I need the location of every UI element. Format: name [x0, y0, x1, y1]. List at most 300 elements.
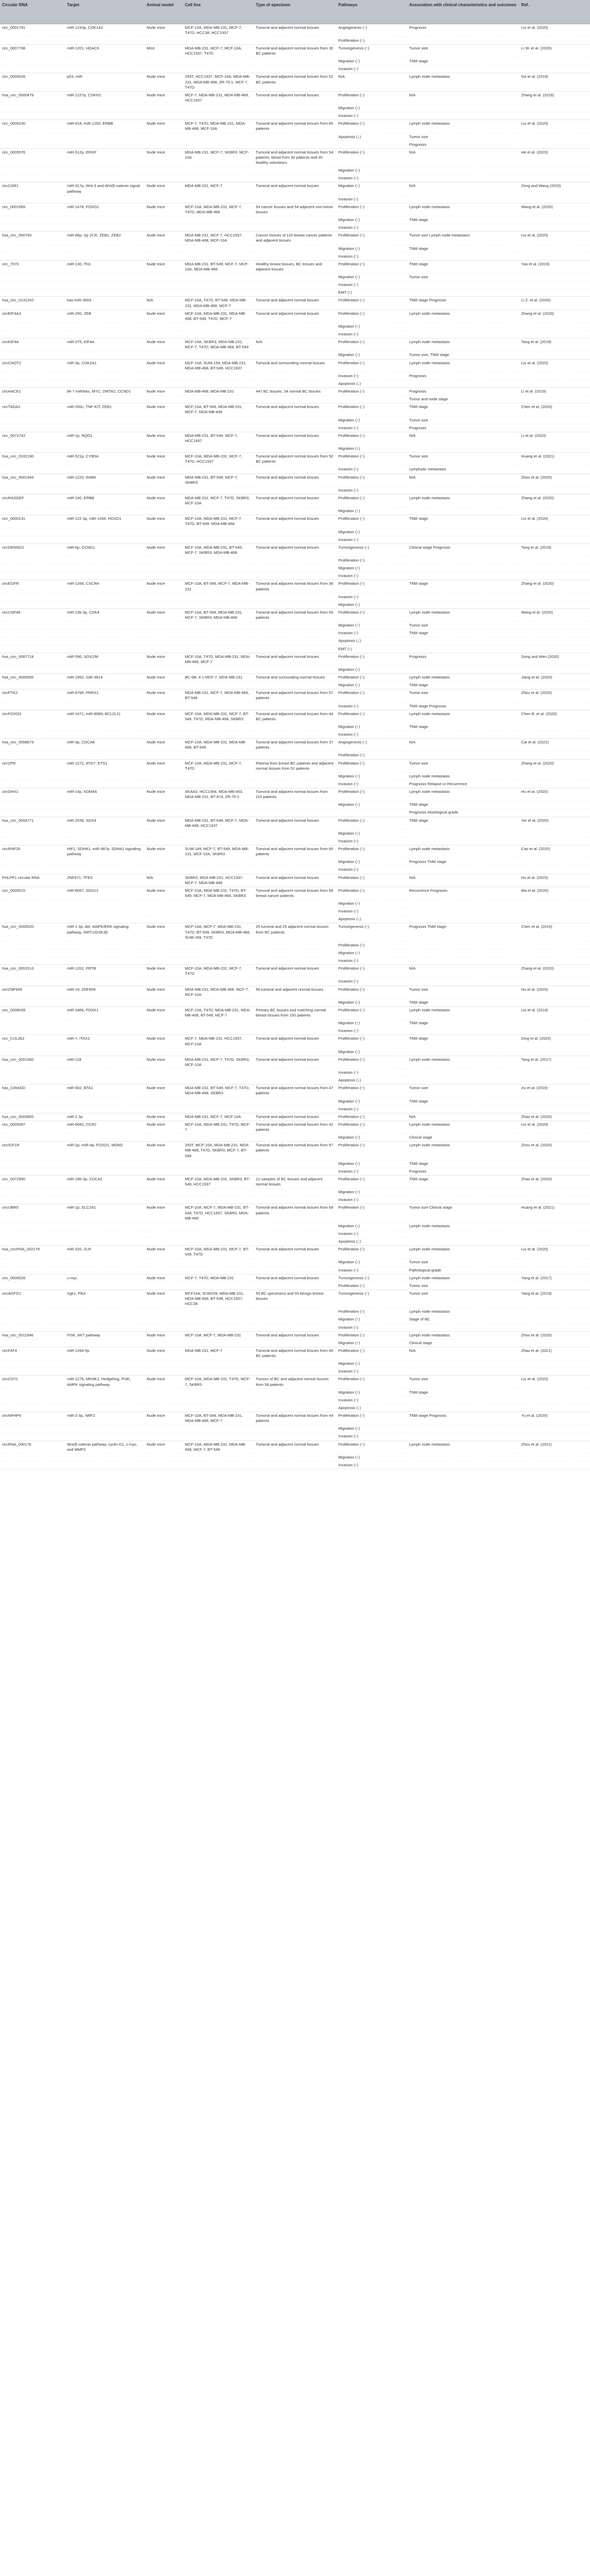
cell-specimen-empty [254, 133, 336, 141]
cell-cell-line-empty [183, 1339, 254, 1347]
cell-specimen: 56 tumoral and adjacent normal tissues [254, 986, 336, 998]
cell-animal-model: Mice [145, 44, 183, 57]
cell-ref: Zhao et al. (2021) [519, 1347, 590, 1360]
cell-association [407, 1069, 519, 1077]
table-row [0, 908, 590, 916]
cell-animal-model: Nude mice [145, 310, 183, 323]
cell-specimen-empty [254, 167, 336, 175]
cell-association: Lymph node metastasis [407, 120, 519, 133]
cell-animal-model-empty [145, 801, 183, 809]
cell-association: TNM stage [407, 515, 519, 528]
cell-circular-rna-empty [0, 723, 65, 731]
cell-ref-empty [519, 837, 590, 845]
cell-specimen-empty [254, 666, 336, 673]
cell-animal-model: Nude mice [145, 73, 183, 91]
cell-association [407, 1230, 519, 1238]
cell-animal-model-empty [145, 645, 183, 653]
cell-pathway: Proliferation (↑) [336, 310, 407, 323]
cell-circular-rna-empty [0, 528, 65, 536]
cell-association: N/A [407, 473, 519, 486]
cell-target-empty [65, 829, 145, 837]
table-row [0, 1035, 590, 1048]
cell-specimen-empty [254, 1105, 336, 1113]
cell-target: miR-1 3p, Akt, MAPK/ERK signaling pathway, SIRT1/GSK3β [65, 923, 145, 941]
cell-pathway: Apoptosis (↓) [336, 133, 407, 141]
cell-pathway: Proliferation (↑) [336, 710, 407, 723]
cell-pathway: Proliferation (↑) [336, 1347, 407, 1360]
cell-pathway: Invasion (↑) [336, 331, 407, 338]
table-row [0, 1308, 590, 1316]
cell-target-empty [65, 1230, 145, 1238]
cell-association [407, 949, 519, 957]
cell-cell-line-empty [183, 916, 254, 923]
cell-animal-model-empty [145, 908, 183, 916]
cell-pathway: Migration (↑) [336, 1360, 407, 1368]
cell-animal-model-empty [145, 507, 183, 515]
cell-ref: Yu et al. (2020) [519, 1412, 590, 1425]
cell-association [407, 1048, 519, 1056]
table-row [0, 1077, 590, 1084]
table-row [0, 1290, 590, 1308]
cell-ref: Zhang et al. (2020) [519, 965, 590, 978]
cell-cell-line-empty [183, 998, 254, 1006]
cell-cell-line-empty [183, 507, 254, 515]
table-row [0, 630, 590, 637]
cell-animal-model-empty [145, 141, 183, 148]
cell-animal-model-empty [145, 622, 183, 630]
cell-target-empty [65, 1259, 145, 1266]
cell-circular-rna: circUSP48 [0, 608, 65, 621]
cell-circular-rna-empty [0, 957, 65, 965]
cell-association: Lymphatic metastasis [407, 466, 519, 473]
cell-cell-line: MDA-MB-231, BT-549, MCF-7, SKBR3 [183, 473, 254, 486]
cell-animal-model-empty [145, 1453, 183, 1461]
cell-animal-model-empty [145, 1020, 183, 1027]
cell-target: miR-23b 3p, CDK4 [65, 608, 145, 621]
cell-association [407, 65, 519, 73]
cell-cell-line-empty [183, 557, 254, 565]
cell-animal-model-empty [145, 978, 183, 986]
cell-ref-empty [519, 1425, 590, 1433]
cell-ref: Hu et al. (2020) [519, 788, 590, 801]
cell-circular-rna-empty [0, 666, 65, 673]
cell-pathway: EMT (↑) [336, 289, 407, 297]
cell-circular-rna-empty [0, 167, 65, 175]
cell-circular-rna: hsa_circ_0004771 [0, 817, 65, 829]
table-row [0, 710, 590, 723]
cell-circular-rna: circ_0005230 [0, 120, 65, 133]
cell-animal-model-empty [145, 105, 183, 112]
cell-pathway: Invasion (↑) [336, 1105, 407, 1113]
cell-pathway: Apoptosis (↓) [336, 1404, 407, 1412]
cell-circular-rna-empty [0, 323, 65, 330]
cell-target: miR-186-3p, CDCA2 [65, 1175, 145, 1188]
table-row [0, 998, 590, 1006]
cell-animal-model: Nude mice [145, 453, 183, 466]
cell-ref: Yao et al. (2019) [519, 260, 590, 273]
cell-pathway: Invasion (↑) [336, 593, 407, 601]
cell-cell-line: MCF-10A, MDA-MB-231, MDA-MB-468, BT-549, T47D, MCF-7 [183, 310, 254, 323]
table-row [0, 674, 590, 682]
cell-ref: Zhou et al. (2021) [519, 1440, 590, 1453]
cell-target-empty [65, 289, 145, 297]
cell-pathway: Migration (↑) [336, 1316, 407, 1324]
cell-ref-empty [519, 195, 590, 203]
cell-circular-rna-empty [0, 752, 65, 759]
cell-circular-rna-empty [0, 949, 65, 957]
cell-circular-rna: circRNF20 [0, 845, 65, 858]
table-row [0, 289, 590, 297]
cell-target-empty [65, 1020, 145, 1027]
table-row [0, 310, 590, 323]
cell-ref-empty [519, 323, 590, 330]
table-row [0, 1222, 590, 1230]
cell-target: miR-130, TN1 [65, 260, 145, 273]
table-row [0, 1376, 590, 1388]
cell-specimen: Tumoral and adjacent normal tissues [254, 1246, 336, 1259]
cell-pathway: Invasion (↑) [336, 224, 407, 232]
cell-pathway: Proliferation (↑) [336, 473, 407, 486]
cell-cell-line: MDA-MB-231, MCF-7, MDA-MB-468, BT-549 [183, 689, 254, 702]
cell-specimen-empty [254, 141, 336, 148]
cell-ref-empty [519, 601, 590, 608]
cell-target: miR-250, ZEB [65, 310, 145, 323]
cell-animal-model: Nude mice [145, 182, 183, 195]
cell-association [407, 536, 519, 544]
cell-association [407, 908, 519, 916]
cell-animal-model: Nude mice [145, 203, 183, 216]
cell-ref-empty [519, 58, 590, 65]
cell-pathway: Proliferation (↑) [336, 1246, 407, 1259]
cell-association: N/A [407, 965, 519, 978]
table-row [0, 182, 590, 195]
cell-target-empty [65, 1196, 145, 1204]
cell-association: TNM stage [407, 630, 519, 637]
cell-circular-rna: hsa_circ_0001982 [0, 1056, 65, 1069]
cell-specimen-empty [254, 37, 336, 44]
cell-association: Pathological grade [407, 1266, 519, 1274]
cell-pathway: Invasion (↑) [336, 1266, 407, 1274]
cell-pathway: Apoptosis (↓) [336, 1077, 407, 1084]
table-row [0, 1282, 590, 1290]
cell-target: miR-3p, CDK2A1 [65, 359, 145, 372]
cell-animal-model-empty [145, 998, 183, 1006]
cell-animal-model: Nude mice [145, 1246, 183, 1259]
cell-ref-empty [519, 252, 590, 260]
cell-association: N/A [407, 874, 519, 887]
cell-cell-line-empty [183, 65, 254, 73]
cell-pathway: Proliferation (↑) [336, 887, 407, 900]
cell-cell-line-empty [183, 1453, 254, 1461]
cell-target: miR-14p, KDM4A [65, 788, 145, 801]
table-row [0, 1142, 590, 1160]
table-row [0, 453, 590, 466]
cell-specimen-empty [254, 978, 336, 986]
cell-circular-rna-empty [0, 58, 65, 65]
cell-specimen-empty [254, 731, 336, 739]
cell-specimen-empty [254, 565, 336, 572]
header-cell-line: Cell line [183, 0, 254, 24]
cell-ref: Yang et al. (2019) [519, 1290, 590, 1308]
cell-target: miR-7, ITAX1 [65, 1035, 145, 1048]
cell-target: Sgk1, Pik3 [65, 1290, 145, 1308]
cell-specimen-empty [254, 1077, 336, 1084]
cell-pathway: Migration (↑) [336, 1048, 407, 1056]
cell-circular-rna-empty [0, 1266, 65, 1274]
cell-pathway: Migration (↑) [336, 772, 407, 780]
cell-animal-model-empty [145, 1316, 183, 1324]
cell-ref: Liu et al. (2020) [519, 1246, 590, 1259]
cell-circular-rna: hsa_circRNA_002178 [0, 1246, 65, 1259]
cell-specimen: Tumoral and adjacent normal tissues [254, 874, 336, 887]
cell-circular-rna-empty [0, 601, 65, 608]
cell-target: miR-317p, Wnt-3 and Wnt/β-catenin signal pathway [65, 182, 145, 195]
cell-cell-line-empty [183, 1238, 254, 1246]
cell-specimen-empty [254, 105, 336, 112]
cell-association [407, 105, 519, 112]
cell-cell-line-empty [183, 281, 254, 289]
cell-ref-empty [519, 1167, 590, 1175]
cell-pathway: Migration (↑) [336, 1189, 407, 1196]
cell-association [407, 486, 519, 494]
table-row [0, 73, 590, 91]
table-row [0, 772, 590, 780]
cell-circular-rna-empty [0, 809, 65, 817]
cell-target-empty [65, 866, 145, 874]
table-row [0, 739, 590, 752]
cell-specimen: Tumoral and adjacent normal tissues [254, 1056, 336, 1069]
cell-cell-line: MCF-10A, MDA-MB-231, MDA-MB-468, MCF-7, BT-549 [183, 1440, 254, 1453]
cell-cell-line: SUM-149, MCF-7, BT-549, MDA-MB-231, MCF-10A, SKBR3 [183, 845, 254, 858]
cell-specimen-empty [254, 1368, 336, 1376]
cell-specimen: Healthy breast tissues, BC tissues and adjacent tissues [254, 260, 336, 273]
table-row [0, 65, 590, 73]
cell-ref-empty [519, 957, 590, 965]
cell-pathway: Proliferation (↑) [336, 1204, 407, 1222]
cell-association [407, 1425, 519, 1433]
cell-specimen: Tumoral and adjacent normal tissues [254, 182, 336, 195]
cell-pathway: Invasion (↑) [336, 65, 407, 73]
cell-circular-rna-empty [0, 645, 65, 653]
cell-ref: Li W. et al. (2020) [519, 44, 590, 57]
cell-animal-model: Nude mice [145, 1440, 183, 1453]
cell-cell-line-empty [183, 1196, 254, 1204]
cell-target: miR-1866, FOXK1 [65, 1006, 145, 1019]
cell-cell-line-empty [183, 801, 254, 809]
cell-specimen: Primary BC tissues and matching normal breast tissues from 150 patients [254, 1006, 336, 1019]
cell-cell-line-empty [183, 1097, 254, 1105]
cell-animal-model: N/A [145, 297, 183, 310]
cell-pathway: Invasion (↑) [336, 112, 407, 120]
cell-animal-model: Nude mice [145, 710, 183, 723]
cell-target-empty [65, 998, 145, 1006]
cell-specimen-empty [254, 941, 336, 949]
cell-cell-line-empty [183, 396, 254, 403]
table-row [0, 1274, 590, 1282]
cell-specimen: Tumoral and adjacent normal tissues [254, 1113, 336, 1121]
cell-cell-line-empty [183, 601, 254, 608]
cell-target-empty [65, 65, 145, 73]
cell-circular-rna: hsa_circ_0102190 [0, 453, 65, 466]
cell-specimen-empty [254, 289, 336, 297]
cell-ref: Xu et al. (2019) [519, 1084, 590, 1097]
cell-pathway: Invasion (↑) [336, 1069, 407, 1077]
cell-animal-model-empty [145, 216, 183, 224]
cell-association [407, 900, 519, 908]
cell-specimen-empty [254, 752, 336, 759]
cell-target-empty [65, 167, 145, 175]
cell-circular-rna: hsa_circ_000740 [0, 232, 65, 245]
cell-association: Lymph node metastasis [407, 494, 519, 507]
cell-animal-model: Nude mice [145, 1113, 183, 1121]
cell-pathway: Tumorigenesis (↑) [336, 923, 407, 941]
cell-pathway: Invasion (↑) [336, 486, 407, 494]
cell-association [407, 978, 519, 986]
cell-cell-line: MDA-MB-231, MCF-7 [183, 182, 254, 195]
table-row [0, 580, 590, 593]
cell-association: N/A [407, 739, 519, 752]
cell-animal-model: Nude mice [145, 432, 183, 445]
cell-animal-model-empty [145, 416, 183, 424]
cell-ref: Huang et al. (2021) [519, 453, 590, 466]
cell-cell-line-empty [183, 1360, 254, 1368]
cell-pathway: Migration (↑) [336, 622, 407, 630]
cell-cell-line-empty [183, 424, 254, 432]
table-row [0, 858, 590, 866]
cell-pathway: Proliferation (↑) [336, 297, 407, 310]
cell-pathway: Proliferation (↑) [336, 752, 407, 759]
cell-circular-rna-empty [0, 1404, 65, 1412]
table-row [0, 148, 590, 166]
cell-target-empty [65, 731, 145, 739]
cell-specimen-empty [254, 622, 336, 630]
cell-pathway: Invasion (↑) [336, 1230, 407, 1238]
cell-cell-line-empty [183, 1048, 254, 1056]
cell-target-empty [65, 752, 145, 759]
table-row [0, 445, 590, 453]
cell-cell-line-empty [183, 682, 254, 689]
cell-specimen-empty [254, 702, 336, 710]
cell-target-empty [65, 837, 145, 845]
cell-animal-model-empty [145, 372, 183, 380]
table-row [0, 1056, 590, 1069]
cell-association: N/A [407, 432, 519, 445]
cell-target-empty [65, 557, 145, 565]
cell-ref-empty [519, 949, 590, 957]
cell-animal-model: Nude mice [145, 494, 183, 507]
cell-pathway: Invasion (↑) [336, 372, 407, 380]
cell-cell-line-empty [183, 908, 254, 916]
cell-circular-rna: circFAT4 [0, 1347, 65, 1360]
cell-target-empty [65, 941, 145, 949]
cell-target-empty [65, 1282, 145, 1290]
table-row [0, 1440, 590, 1453]
cell-animal-model: Nude mice [145, 1035, 183, 1048]
cell-animal-model-empty [145, 274, 183, 281]
cell-specimen-empty [254, 1453, 336, 1461]
cell-target-empty [65, 780, 145, 788]
cell-association: Lymph node metastasis [407, 1222, 519, 1230]
cell-specimen: Cancer tissues of 110 breast cancer patients and adjacent tissues [254, 232, 336, 245]
cell-pathway: Proliferation (↑) [336, 232, 407, 245]
cell-pathway: Migration (↑) [336, 323, 407, 330]
cell-association [407, 1404, 519, 1412]
table-row [0, 466, 590, 473]
cell-circular-rna: circFOXO3 [0, 710, 65, 723]
cell-pathway: Proliferation (↑) [336, 359, 407, 372]
cell-ref-empty [519, 1077, 590, 1084]
cell-circular-rna: circ_0008039 [0, 1006, 65, 1019]
cell-animal-model-empty [145, 1189, 183, 1196]
cell-association: TNM stage [407, 58, 519, 65]
cell-association [407, 916, 519, 923]
cell-animal-model-empty [145, 630, 183, 637]
cell-pathway: Invasion (↑) [336, 731, 407, 739]
cell-target: miR-3p, CDCA8 [65, 739, 145, 752]
table-row [0, 916, 590, 923]
cell-circular-rna-empty [0, 445, 65, 453]
cell-association [407, 507, 519, 515]
table-row [0, 1246, 590, 1259]
cell-association: Tumor size [407, 453, 519, 466]
cell-specimen-empty [254, 1027, 336, 1035]
cell-cell-line-empty [183, 252, 254, 260]
cell-circular-rna: circ_0072995 [0, 1175, 65, 1188]
cell-target-empty [65, 466, 145, 473]
cell-animal-model: Nude mice [145, 232, 183, 245]
cell-pathway: Migration (↑) [336, 601, 407, 608]
cell-circular-rna: circHACE1 [0, 388, 65, 396]
cell-animal-model: Nude mice [145, 544, 183, 556]
cell-cell-line-empty [183, 195, 254, 203]
cell-circular-rna: hsa_circ_0000520 [0, 923, 65, 941]
cell-circular-rna: PHLPP1 circular RNA [0, 874, 65, 887]
cell-association: Lymph node metastasis [407, 845, 519, 858]
cell-circular-rna-empty [0, 1222, 65, 1230]
cell-cell-line: MCF-10A, MCF-7, MDA-MB-231 [183, 1331, 254, 1339]
cell-circular-rna-empty [0, 1308, 65, 1316]
table-row [0, 44, 590, 57]
cell-cell-line-empty [183, 1230, 254, 1238]
table-row [0, 260, 590, 273]
cell-animal-model-empty [145, 224, 183, 232]
cell-animal-model-empty [145, 1238, 183, 1246]
table-row [0, 473, 590, 486]
cell-target-empty [65, 216, 145, 224]
cell-ref-empty [519, 866, 590, 874]
cell-ref-empty [519, 105, 590, 112]
cell-animal-model-empty [145, 1282, 183, 1290]
cell-cell-line: MCF-10A, MCF-7, MDA-MB-231, T47D, BT-549, SKBR3, MDA-MB-468, SUM-159, T47D [183, 923, 254, 941]
cell-circular-rna: hsa_circ_0087714 [0, 653, 65, 666]
cell-animal-model-empty [145, 1266, 183, 1274]
cell-pathway: Proliferation (↑) [336, 37, 407, 44]
cell-cell-line: MCF-7, T47D, MDA-MB-231 [183, 1274, 254, 1282]
cell-cell-line: MDA-MB-231, BT-549, MCF-7, MCF-10A, MDA-MB-468 [183, 260, 254, 273]
cell-specimen-empty [254, 1339, 336, 1347]
cell-cell-line: MDA-MB-231, BT-549, MCF-7, HCC1937 [183, 432, 254, 445]
cell-circular-rna-empty [0, 1230, 65, 1238]
cell-cell-line-empty [183, 666, 254, 673]
cell-target-empty [65, 1189, 145, 1196]
cell-association: Tumor size [407, 133, 519, 141]
cell-animal-model: Nude mice [145, 388, 183, 396]
table-row [0, 494, 590, 507]
cell-specimen-empty [254, 486, 336, 494]
cell-ref-empty [519, 941, 590, 949]
cell-association [407, 281, 519, 289]
cell-specimen-empty [254, 1189, 336, 1196]
